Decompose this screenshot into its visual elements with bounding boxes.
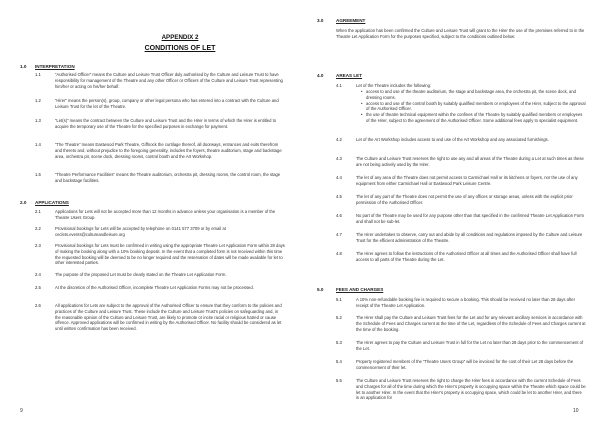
- clause-number: 2.3: [35, 243, 41, 248]
- clause-text: The Culture and Leisure Trust reserves the right to charge the Hirer fees in accordance with the current Schedule of Fees and Charges for all of the time during which the Hirer’s property is occupying space within the Theatre which space could be let to another Hirer. In the event that the Hirer’s property is occupying space, which could be let to another Hirer, and there is an application for: [356, 378, 586, 401]
- section-heading-fees-and-charges: FEES AND CHARGES: [336, 287, 384, 292]
- page-number: 9: [20, 408, 23, 414]
- clause-number: 4.7: [336, 232, 342, 237]
- clause-number: 4.8: [336, 251, 342, 256]
- appendix-label: APPENDIX 2: [161, 34, 199, 41]
- clause-number: 1.2: [35, 98, 41, 103]
- clause-number: 5.5: [336, 378, 342, 383]
- clause-number: 2.6: [35, 303, 41, 308]
- section-heading-areas-let: AREAS LET: [336, 73, 363, 78]
- clause-text: “Hirer” means the person(s), group, company or other legal persona who has entered into a contract with the Culture and Leisure Trust for the let of the Theatre.: [55, 98, 279, 109]
- section-heading-interpretation: INTERPRETATION: [35, 64, 75, 69]
- section-number: 2.0: [20, 200, 27, 205]
- bullet-item: • the use of theatre technical equipment within the confines of the Theatre by suitably qualified members or employees of the Hirer, subject to the agreement of the Authorised Officer. Some additional fees apply to specialist equipment.: [362, 112, 586, 124]
- bullet-item: • access to and use of the theatre auditorium, the stage and backstage area, the orchestra pit, the scene dock, and dressing rooms.: [362, 89, 586, 101]
- clause-text: The Hirer agrees to follow the instructions of the Authorised Officer at all times and the Authorised Officer shall have full access to all parts of the Theatre during the Let.: [356, 251, 577, 262]
- section-heading-applications: APPLICATIONS: [35, 200, 69, 205]
- clause-number: 4.2: [336, 137, 342, 142]
- clause-text: The Hirer shall pay the Culture and Leisure Trust fees for the Let and for any relevant ancillary services in accordance with the Schedule of Fees and Charges current at the time of the Let, regardless of the Schedule of Fees and Charges current at the time of the booking.: [356, 315, 586, 332]
- clause-number: 1.1: [35, 72, 41, 77]
- clause-number: 4.6: [336, 213, 342, 218]
- clause-text: No part of the Theatre may be used for any purpose other than that specified in the confirmed Theatre Let Application Form and shall not be sub-let.: [356, 213, 584, 224]
- right-page: [300, 0, 600, 424]
- clause-number: 4.5: [336, 194, 342, 199]
- clause-number: 5.2: [336, 315, 342, 320]
- clause-number: 1.5: [35, 172, 41, 177]
- clause-text: Let of the Art Workshop includes access to and use of the Art Workshop and any associated furnishings.: [356, 137, 549, 142]
- clause-number: 5.3: [336, 340, 342, 345]
- clause-text: Let of the Theatre includes the following:: [356, 83, 432, 88]
- clause-number: 5.4: [336, 359, 342, 364]
- bullet-list: [356, 89, 586, 124]
- clause-text: Applications for Lets will not be accepted more than 12 months in advance unless your organisation is a member of the Theatre Users Group.: [55, 209, 276, 220]
- clause-number: 1.3: [35, 118, 41, 123]
- clause-number: 1.4: [35, 142, 41, 147]
- clause-text: “The Theatre” means Eastwood Park Theatre, Giffnock the curtilage thereof, all doorways, entrances and exits therefrom and thereto and, without prejudice to the foregoing generality, includes the foyers, theatre auditorium, stage and backstage area, orchestra pit, scene dock, dressing rooms, control booth and the Art Workshop.: [55, 142, 282, 159]
- clause-number: 2.2: [35, 226, 41, 231]
- clause-text: A 10% non-refundable booking fee is required to secure a booking. This should be received no later than 28 days after receipt of the Theatre Let Application.: [356, 297, 575, 308]
- clause-text: The let of any part of the Theatre does not permit the use of any offices or storage areas, unless with the explicit prior permission of the Authorised Officer.: [356, 194, 573, 205]
- clause-text: The Hirer undertakes to observe, carry out and abide by all conditions and regulations imposed by the Culture and Leisure Trust for the efficient administration of the Theatre.: [356, 232, 583, 243]
- page-title: CONDITIONS OF LET: [144, 45, 216, 52]
- section-number: 1.0: [20, 64, 27, 69]
- clause-text: “Theatre Performance Facilities” means the Theatre auditorium, orchestra pit, dressing rooms, the control room, the stage and backstage facilities.: [55, 172, 281, 183]
- section-heading-agreement: AGREEMENT: [336, 18, 366, 23]
- clause-text: All applications for Lets are subject to the approval of the Authorised Officer to ensure that they conform to the policies and practices of the Culture and Leisure Trust. These include the Culture and Leisure Trust’s policies on safeguarding and, in the reasonable opinion of the Culture and Leisure Trust, are likely to promote or incite racial or religious hatred or cause offence. Approved applications will be confirmed in writing by the Authorised Officer. No facility should be considered as let until written confirmation has been received.: [55, 303, 282, 332]
- clause-text: At the discretion of the Authorised Officer, incomplete Theatre Let Application Forms may not be processed.: [55, 285, 254, 290]
- section-number: 5.0: [317, 287, 324, 292]
- clause-number: 2.5: [35, 285, 41, 290]
- clause-text: The Hirer agrees to pay the Culture and Leisure Trust in full for the Let no later than 28 days prior to the commencement of the Let.: [356, 340, 584, 351]
- clause-number: 2.1: [35, 209, 41, 214]
- clause-text: Property registered members of the “Theatre Users Group” will be invoiced for the cost of their Let 28 days before the commencement of their let.: [356, 359, 574, 370]
- clause-number: 5.1: [336, 297, 342, 302]
- clause-number: 4.1: [336, 83, 342, 88]
- clause-text: “Let(s)” means the contract between the Culture and Leisure Trust and the Hirer in terms of which the Hirer is entitled to acquire the temporary use of the Theatre for the specified purposes in exchange for payment.: [55, 118, 277, 129]
- clause-text: The Culture and Leisure Trust reserves the right to use any and all areas of the Theatre during a Let at such times as these are not being actively used by the Hirer.: [356, 156, 584, 167]
- clause-text: “Authorised Officer” means the Culture and Leisure Trust Officer duly authorised by the Culture and Leisure Trust to have responsibility for management of the Theatre and any other Officer or Officers of the Culture and Leisure Trust representing him/her or acting on his/her behalf.: [55, 72, 283, 89]
- clause-text: When the application has been confirmed the Culture and Leisure Trust will grant to the Hirer the use of the premises referred to in the Theatre Let Application Form for the purposes specified, subject to the conditions outlined below:: [336, 28, 585, 39]
- clause-number: 4.4: [336, 175, 342, 180]
- clause-text: The purpose of the proposed Let must be clearly stated on the Theatre Let Application Form.: [55, 272, 227, 277]
- clause-number: 2.4: [35, 272, 41, 277]
- clause-number: 4.3: [336, 156, 342, 161]
- section-number: 4.0: [317, 73, 324, 78]
- clause-text: Provisional bookings for Lets must be confirmed in writing using the appropriate Theatre Let Application Form within 28 days of making the booking along with a 10% booking deposit. In the event that a completed form is not received within this time the requested booking will be deemed to be no longer required and the reservation of dates will be made available for let to other interested parties.: [55, 243, 285, 266]
- bullet-item: • access to and use of the control booth by suitably qualified members or employees of the Hirer, subject to the approval of the Authorised Officer.: [362, 101, 586, 113]
- clause-text: Provisional bookings for Lets will be accepted by telephone on 0141 577 3709 or by email at ceclets.events@cultureandleisure.org: [55, 226, 226, 237]
- section-number: 3.0: [317, 18, 324, 23]
- page-number: 10: [573, 408, 579, 414]
- clause-text: The let of any area of the Theatre does not permit access to Carmichael Hall or its kitchens or foyers, nor the use of any equipment from either Carmichael Hall or Eastwood Park Leisure Centre.: [356, 175, 578, 186]
